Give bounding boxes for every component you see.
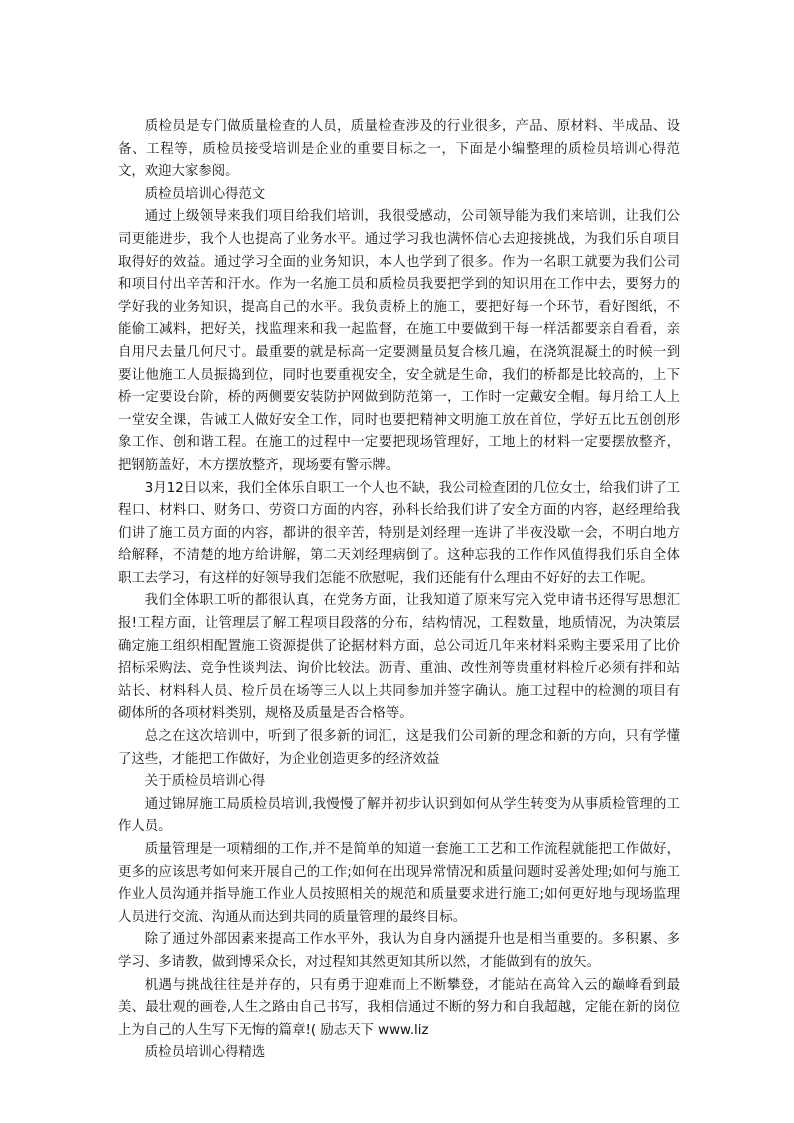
body-paragraph: 总之在这次培训中，听到了很多新的词汇，这是我们公司新的理念和新的方向，只有学懂了这些，才能把工作做好，为企业创造更多的经济效益 (118, 729, 680, 767)
body-paragraph: 3月12日以来，我们全体乐自职工一个人也不缺，我公司检查团的几位女士，给我们讲了工程口、材料口、财务口、劳资口方面的内容，孙科长给我们讲了安全方面的内容，赵经理给我们讲了施工员方面的内容，都讲的很辛苦，特别是刘经理一连讲了半夜没歇一会，不明白地方给解释，不清楚的地方给讲解，第二天刘经理病倒了。这种忘我的工作作风值得我们乐自全体职工去学习，有这样的好领导我们怎能不欣慰呢，我们还能有什么理由不好好的去工作呢。 (118, 480, 680, 586)
body-paragraph: 除了通过外部因素来提高工作水平外，我认为自身内涵提升也是相当重要的。多积累、多学习、多请教，做到博采众长，对过程知其然更知其所以然，才能做到有的放矢。 (118, 932, 680, 970)
body-paragraph: 通过锦屏施工局质检员培训,我慢慢了解并初步认识到如何从学生转变为从事质检管理的工作人员。 (118, 796, 680, 835)
section-heading: 质检员培训心得范文 (144, 186, 266, 202)
section-heading: 关于质检员培训心得 (144, 774, 266, 790)
body-paragraph: 质量管理是一项精细的工作,并不是简单的知道一套施工工艺和工作流程就能把工作做好，更多的应该思考如何来开展自己的工作;如何在出现异常情况和质量问题时妥善处理;如何与施工作业人员沟通并指导施工作业人员按照相关的规范和质量要求进行施工;如何更好地与现场监理人员进行交流、沟通从而达到共同的质量管理的最终目标。 (118, 842, 680, 925)
body-paragraph: 机遇与挑战往往是并存的，只有勇于迎难而上不断攀登，才能站在高耸入云的巅峰看到最美、最壮观的画卷,人生之路由自己书写，我相信通过不断的努力和自我超越，定能在新的岗位上为自己的人生写下无悔的篇章!( 励志天下 www.liz (118, 977, 680, 1038)
body-paragraph: 我们全体职工听的都很认真，在党务方面，让我知道了原来写完入党申请书还得写思想汇报!工程方面，让管理层了解工程项目段落的分布，结构情况，工程数量，地质情况，为决策层确定施工组织相配置施工资源提供了论据材料方面，总公司近几年来材料采购主要采用了比价招标采购法、竞争性谈判法、询价比较法。沥青、重油、改性剂等贵重材料检斤必须有拌和站站长、材料科人员、检斤员在场等三人以上共同参加并签字确认。施工过程中的检测的项目有砌体所的各项材料类别，规格及质量是否合格等。 (118, 593, 680, 722)
section-heading: 质检员培训心得精选 (144, 1045, 266, 1061)
body-paragraph: 通过上级领导来我们项目给我们培训，我很受感动，公司领导能为我们来培训，让我们公司更能进步，我个人也提高了业务水平。通过学习我也满怀信心去迎接挑战，为我们乐自项目取得好的效益。通过学习全面的业务知识，本人也学到了很多。作为一名职工就要为我们公司和项目付出辛苦和汗水。作为一名施工员和质检员我要把学到的知识用在工作中去，要努力的学好我的业务知识，提高自己的水平。我负责桥上的施工，要把好每一个环节，看好图纸，不能偷工减料，把好关，找监理来和我一起监督，在施工中要做到干每一样活都要亲自看看，亲自用尺去量几何尺寸。最重要的就是标高一定要测量员复合核几遍，在浇筑混凝土的时候一到要让他施工人员振捣到位，同时也要重视安全，安全就是生命，我们的桥都是比较高的，上下桥一定要设台阶，桥的两侧要安装防护网做到防范第一，工作时一定戴安全帽。每月给工人上一堂安全课，告诫工人做好安全工作，同时也要把精神文明施工放在首位，学好五比五创创形象工作、创和谐工程。在施工的过程中一定要把现场管理好，工地上的材料一定要摆放整齐，把钢筋盖好，木方摆放整齐，现场要有警示牌。 (118, 209, 680, 473)
article-body (118, 116, 680, 1065)
intro-paragraph: 质检员是专门做质量检查的人员，质量检查涉及的行业很多，产品、原材料、半成品、设备、工程等，质检员接受培训是企业的重要目标之一，下面是小编整理的质检员培训心得范文，欢迎大家参阅。 (118, 119, 680, 180)
